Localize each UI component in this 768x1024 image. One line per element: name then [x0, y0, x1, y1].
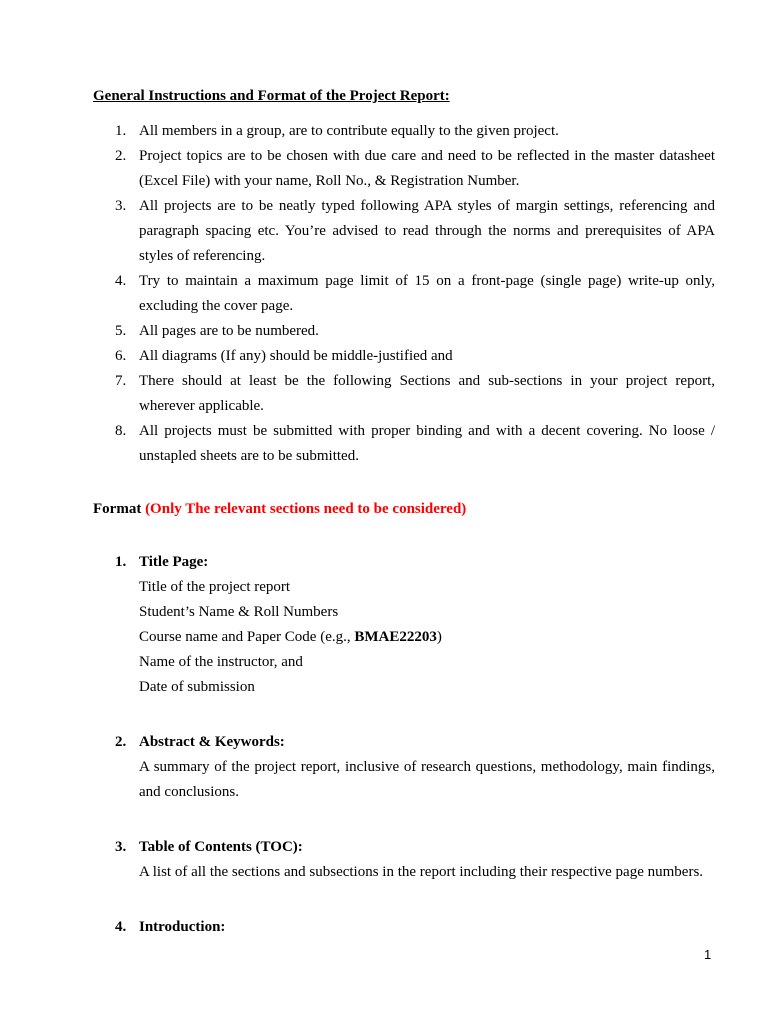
format-note: (Only The relevant sections need to be considered) — [145, 501, 467, 517]
instruction-item — [93, 194, 715, 269]
section-title: Introduction: — [139, 919, 226, 935]
section-line: Title of the project report — [139, 579, 291, 595]
document-page — [93, 86, 715, 940]
instruction-text: All pages are to be numbered. — [139, 323, 319, 339]
section-number: 2. — [115, 734, 127, 750]
section-number: 1. — [115, 554, 127, 570]
instruction-item — [93, 369, 715, 419]
section-line: Student’s Name & Roll Numbers — [139, 604, 339, 620]
course-line-prefix: Course name and Paper Code (e.g., — [139, 629, 355, 645]
instruction-item — [93, 319, 715, 344]
section-abstract — [93, 730, 715, 805]
section-text: A list of all the sections and subsections in the report including their respective page numbers. — [139, 864, 704, 880]
course-line — [139, 625, 715, 650]
section-title: Table of Contents (TOC): — [139, 839, 303, 855]
instructions-list — [93, 119, 715, 469]
instruction-item — [93, 419, 715, 469]
instruction-number: 6. — [115, 348, 127, 364]
instruction-number: 2. — [115, 148, 127, 164]
instruction-text: Project topics are to be chosen with due care and need to be reflected in the master datasheet (Excel File) with your name, Roll No., & Registration Number. — [139, 148, 715, 189]
instruction-text: All projects are to be neatly typed following APA styles of margin settings, referencing and paragraph spacing etc. You’re advised to read through the norms and prerequisites of APA styles of referencing. — [139, 198, 715, 264]
section-number: 3. — [115, 839, 127, 855]
section-title: Abstract & Keywords: — [139, 734, 285, 750]
section-title: Title Page: — [139, 554, 209, 570]
section-line: Date of submission — [139, 679, 255, 695]
instruction-item — [93, 144, 715, 194]
page-number: 1 — [704, 947, 712, 962]
instruction-number: 4. — [115, 273, 127, 289]
instruction-number: 7. — [115, 373, 127, 389]
instruction-number: 1. — [115, 123, 127, 139]
instruction-text: All projects must be submitted with proper binding and with a decent covering. No loose / unstapled sheets are to be submitted. — [139, 423, 715, 464]
course-line-suffix: ) — [436, 629, 442, 645]
format-heading — [93, 499, 715, 519]
section-line: Name of the instructor, and — [139, 654, 303, 670]
section-text: A summary of the project report, inclusive of research questions, methodology, main findings, and conclusions. — [139, 759, 715, 800]
instruction-text: There should at least be the following Sections and sub-sections in your project report, wherever applicable. — [139, 373, 715, 414]
section-title-page — [93, 550, 715, 700]
instruction-number: 5. — [115, 323, 127, 339]
instruction-text: Try to maintain a maximum page limit of 15 on a front-page (single page) write-up only, excluding the cover page. — [139, 273, 715, 314]
instruction-text: All diagrams (If any) should be middle-justified and — [139, 348, 453, 364]
page-heading: General Instructions and Format of the Project Report: — [93, 88, 450, 104]
instruction-number: 8. — [115, 423, 127, 439]
instruction-item — [93, 269, 715, 319]
section-toc — [93, 835, 715, 885]
instruction-item — [93, 119, 715, 144]
section-number: 4. — [115, 919, 127, 935]
format-label: Format — [93, 501, 142, 517]
section-introduction — [93, 915, 715, 940]
instruction-number: 3. — [115, 198, 127, 214]
course-code: BMAE22203 — [354, 629, 437, 645]
instruction-text: All members in a group, are to contribute equally to the given project. — [139, 123, 559, 139]
instruction-item — [93, 344, 715, 369]
